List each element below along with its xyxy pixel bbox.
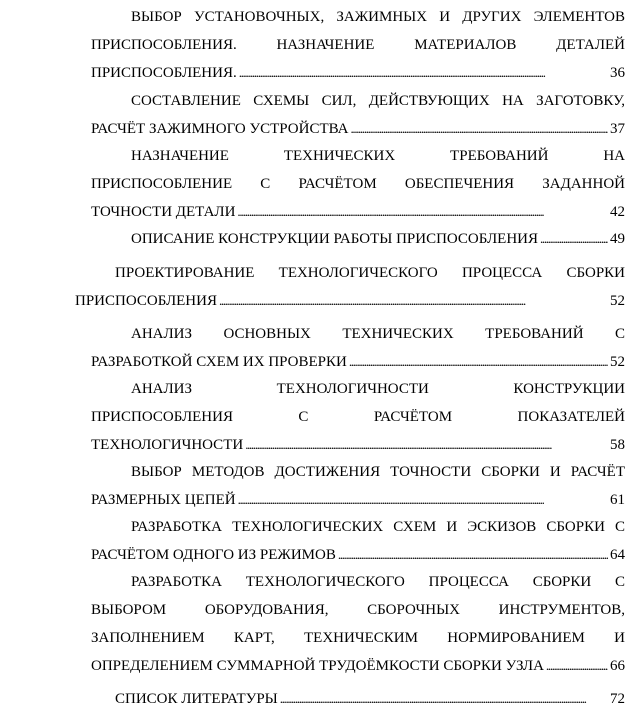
toc-entry[interactable] [91, 3, 625, 87]
toc-entry[interactable] [131, 225, 625, 253]
toc-entry-text: ОПРЕДЕЛЕНИЕМ СУММАРНОЙ ТРУДОЁМКОСТИ СБОРКИ УЗЛА [91, 658, 544, 674]
toc-entry[interactable] [91, 142, 625, 226]
toc-entry-text: РАЗРАБОТКА ТЕХНОЛОГИЧЕСКОГО ПРОЦЕССА СБОРКИ С [131, 574, 625, 590]
toc-entry-text: АНАЛИЗ ОСНОВНЫХ ТЕХНИЧЕСКИХ ТРЕБОВАНИЙ С [131, 326, 625, 342]
dot-leader [338, 541, 608, 569]
toc-entry-text: ПРИСПОСОБЛЕНИЯ [75, 293, 217, 309]
toc-entry-text: ПРИСПОСОБЛЕНИЯ С РАСЧЁТОМ ПОКАЗАТЕЛЕЙ [91, 409, 625, 425]
page-number: 52 [610, 293, 625, 309]
dot-leader [219, 287, 608, 315]
toc-entry[interactable] [91, 87, 625, 143]
toc-entry-text: НАЗНАЧЕНИЕ ТЕХНИЧЕСКИХ ТРЕБОВАНИЙ НА [131, 148, 625, 164]
toc-entry-text: ПРОЕКТИРОВАНИЕ ТЕХНОЛОГИЧЕСКОГО ПРОЦЕССА СБОРКИ [115, 265, 625, 281]
dot-leader [239, 59, 608, 87]
toc-entry-text: РАЗРАБОТКОЙ СХЕМ ИХ ПРОВЕРКИ [91, 354, 347, 370]
toc-entry[interactable] [91, 458, 625, 514]
dot-leader [238, 486, 608, 514]
toc-entry[interactable] [91, 320, 625, 376]
toc-entry[interactable] [115, 685, 625, 713]
toc-entry-text: ОПИСАНИЕ КОНСТРУКЦИИ РАБОТЫ ПРИСПОСОБЛЕНИЯ [131, 231, 539, 247]
page-number: 66 [610, 658, 625, 674]
page-number: 61 [610, 492, 625, 508]
toc-entry-text: ПРИСПОСОБЛЕНИЯ. НАЗНАЧЕНИЕ МАТЕРИАЛОВ ДЕТАЛЕЙ [91, 37, 625, 53]
toc-entry-text: РАСЧЁТОМ ОДНОГО ИЗ РЕЖИМОВ [91, 547, 336, 563]
page-number: 36 [610, 65, 625, 81]
toc-entry-text: АНАЛИЗ ТЕХНОЛОГИЧНОСТИ КОНСТРУКЦИИ [131, 381, 625, 397]
dot-leader [349, 348, 608, 376]
page-number: 52 [610, 354, 625, 370]
toc-entry-text: ТОЧНОСТИ ДЕТАЛИ [91, 204, 236, 220]
page-number: 72 [610, 691, 625, 707]
dot-leader [280, 685, 608, 713]
toc-entry-text: СПИСОК ЛИТЕРАТУРЫ [115, 691, 278, 707]
toc-entry-text: ВЫБОР МЕТОДОВ ДОСТИЖЕНИЯ ТОЧНОСТИ СБОРКИ И РАСЧЁТ [131, 464, 625, 480]
page-number: 64 [610, 547, 625, 563]
toc-entry[interactable] [91, 513, 625, 569]
page-number: 42 [610, 204, 625, 220]
page-number: 58 [610, 437, 625, 453]
toc-entry[interactable] [91, 568, 625, 680]
toc-entry[interactable] [75, 259, 625, 315]
toc-entry-text: СОСТАВЛЕНИЕ СХЕМЫ СИЛ, ДЕЙСТВУЮЩИХ НА ЗАГОТОВКУ, [131, 93, 625, 109]
dot-leader [351, 115, 608, 143]
dot-leader [546, 652, 608, 680]
toc-entry-text: ВЫБОРОМ ОБОРУДОВАНИЯ, СБОРОЧНЫХ ИНСТРУМЕНТОВ, [91, 602, 625, 618]
toc-entry-text: ПРИСПОСОБЛЕНИЯ. [91, 65, 237, 81]
dot-leader [540, 225, 608, 253]
dot-leader [237, 198, 608, 226]
page-number: 49 [610, 231, 625, 247]
toc-entry-text: РАСЧЁТ ЗАЖИМНОГО УСТРОЙСТВА [91, 121, 349, 137]
toc-entry-text: ТЕХНОЛОГИЧНОСТИ [91, 437, 244, 453]
toc-entry-text: РАЗРАБОТКА ТЕХНОЛОГИЧЕСКИХ СХЕМ И ЭСКИЗОВ СБОРКИ С [131, 519, 625, 535]
toc-entry[interactable] [91, 375, 625, 459]
toc-entry-text: РАЗМЕРНЫХ ЦЕПЕЙ [91, 492, 236, 508]
toc-entry-text: ВЫБОР УСТАНОВОЧНЫХ, ЗАЖИМНЫХ И ДРУГИХ ЭЛЕМЕНТОВ [131, 9, 625, 25]
page-number: 37 [610, 121, 625, 137]
toc-entry-text: ЗАПОЛНЕНИЕМ КАРТ, ТЕХНИЧЕСКИМ НОРМИРОВАНИЕМ И [91, 630, 625, 646]
toc-entry-text: ПРИСПОСОБЛЕНИЕ С РАСЧЁТОМ ОБЕСПЕЧЕНИЯ ЗАДАННОЙ [91, 176, 625, 192]
dot-leader [245, 431, 608, 459]
